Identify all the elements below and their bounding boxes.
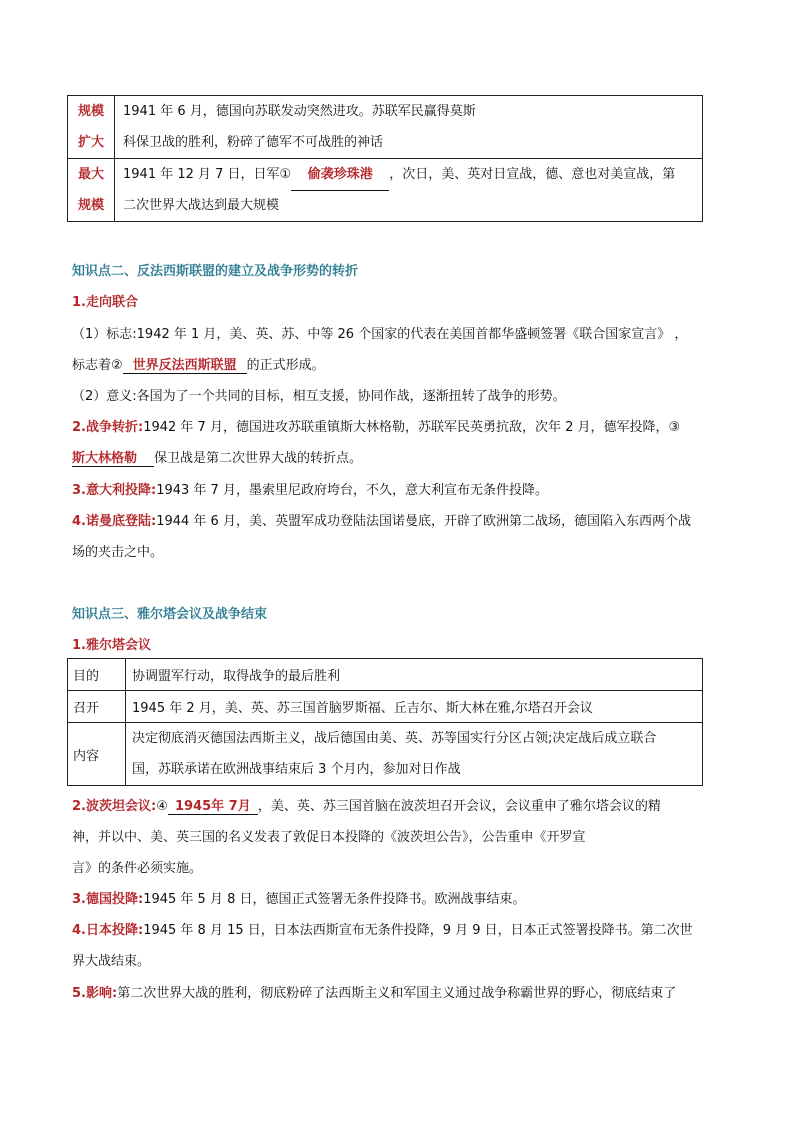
yalta-table	[67, 658, 703, 786]
paragraph: 3.德国投降:1945 年 5 月 8 日，德国正式签署无条件投降书。欧洲战事结束。	[72, 892, 526, 907]
subsection-title: 1.雅尔塔会议	[72, 638, 151, 653]
paragraph: 4.日本投降:1945 年 8 月 15 日，日本法西斯宣布无条件投降，9 月 9 日，日本正式签署投降书。第二次世	[72, 923, 693, 938]
paragraph: （2）意义:各国为了一个共同的目标，相互支援，协同作战，逐渐扭转了战争的形势。	[72, 389, 566, 404]
row-header: 最大 规模	[68, 159, 115, 222]
answer-blank: 世界反法西斯联盟	[123, 354, 247, 374]
row-content: 决定彻底消灭德国法西斯主义，战后德国由美、英、苏等国实行分区占领;决定战后成立联合 国，苏联承诺在欧洲战事结束后 3 个月内，参加对日作战	[126, 723, 703, 786]
paragraph: 2.战争转折:1942 年 7 月，德国进攻苏联重镇斯大林格勒，苏联军民英勇抗敌，次年 2 月，德军投降，③	[72, 420, 681, 435]
row-header: 召开	[68, 691, 126, 723]
paragraph: 标志着② 世界反法西斯联盟 的正式形成。	[72, 354, 325, 374]
section-title: 知识点三、雅尔塔会议及战争结束	[72, 607, 268, 622]
row-header: 规模 扩大	[68, 96, 115, 159]
paragraph: 斯大林格勒 保卫战是第二次世界大战的转折点。	[72, 447, 362, 467]
section-title: 知识点二、反法西斯联盟的建立及战争形势的转折	[72, 264, 359, 279]
table-row	[68, 659, 703, 691]
paragraph: 界大战结束。	[72, 954, 151, 969]
table-row	[68, 159, 703, 222]
answer-blank: 偷袭珍珠港	[291, 159, 389, 191]
paragraph: 场的夹击之中。	[72, 545, 164, 560]
table-row	[68, 691, 703, 723]
paragraph: 神，并以中、美、英三国的名义发表了敦促日本投降的《波茨坦公告》，公告重申《开罗宣	[72, 830, 586, 845]
row-header: 内容	[68, 723, 126, 786]
paragraph: 3.意大利投降:1943 年 7 月，墨索里尼政府垮台，不久，意大利宣布无条件投降。	[72, 483, 548, 498]
answer-blank: 斯大林格勒	[72, 447, 154, 467]
war-expansion-table	[67, 95, 703, 222]
row-content: 1941 年 12 月 7 日，日军① 偷袭珍珠港 ，次日，美、英对日宣战，德、意也对美宣战，第 二次世界大战达到最大规模	[115, 159, 703, 222]
paragraph: 4.诺曼底登陆:1944 年 6 月，美、英盟军成功登陆法国诺曼底，开辟了欧洲第二战场，德国陷入东西两个战	[72, 514, 691, 529]
row-content: 1941 年 6 月，德国向苏联发动突然进攻。苏联军民赢得莫斯 科保卫战的胜利，粉碎了德军不可战胜的神话	[115, 96, 703, 159]
subsection-title: 1.走向联合	[72, 295, 138, 310]
paragraph: （1）标志:1942 年 1 月，美、英、苏、中等 26 个国家的代表在美国首都华盛顿签署《联合国家宣言》 ，	[72, 327, 688, 342]
row-content: 协调盟军行动，取得战争的最后胜利	[126, 659, 703, 691]
table-row	[68, 723, 703, 786]
paragraph: 5.影响:第二次世界大战的胜利，彻底粉碎了法西斯主义和军国主义通过战争称霸世界的野心，彻底结束了	[72, 986, 677, 1001]
row-header: 目的	[68, 659, 126, 691]
table-row	[68, 96, 703, 159]
row-content: 1945 年 2 月，美、英、苏三国首脑罗斯福、丘吉尔、斯大林在雅,尔塔召开会议	[126, 691, 703, 723]
paragraph: 言》的条件必须实施。	[72, 861, 203, 876]
answer-blank: 1945年 7月	[168, 795, 258, 815]
paragraph: 2.波茨坦会议:④ 1945年 7月 ，美、英、苏三国首脑在波茨坦召开会议，会议重申了雅尔塔会议的精	[72, 795, 661, 815]
